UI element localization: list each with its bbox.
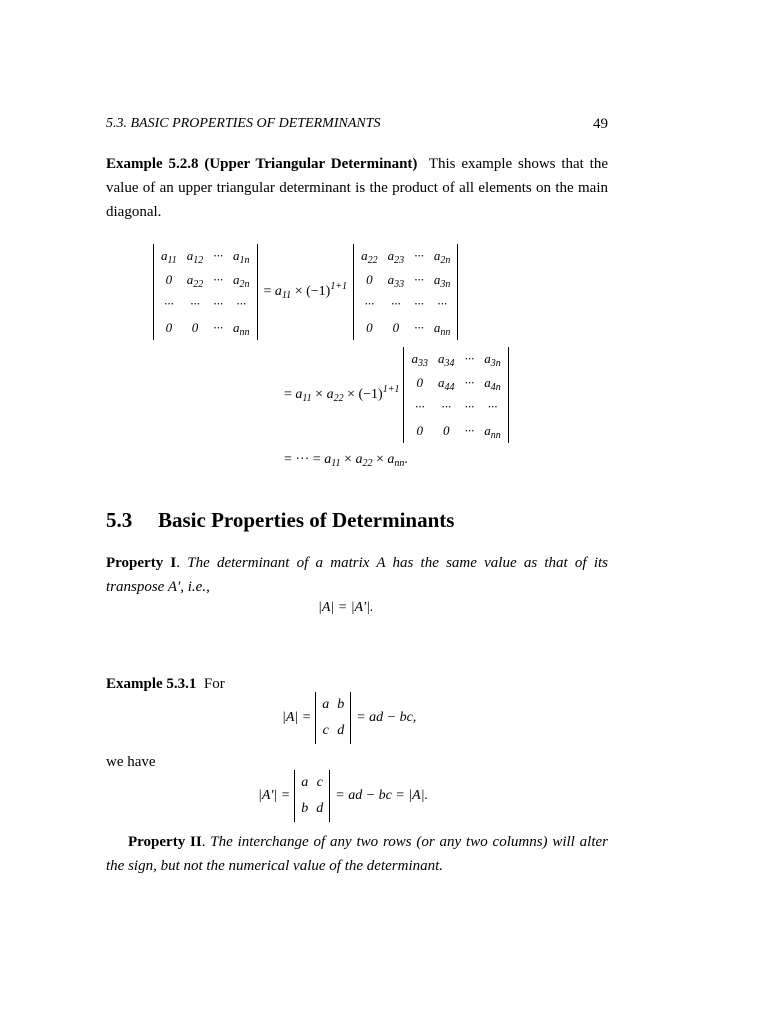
- matrix-cell: $a_{22}$: [186, 272, 204, 290]
- determinant-n: [153, 244, 258, 340]
- matrix-cell: ···: [164, 296, 174, 311]
- expansion-factor-2: = $a_{11} \times a_{22} \times (-1)^{1+1}$: [284, 384, 400, 404]
- property-1-label: Property I: [106, 555, 177, 571]
- matrix-cell: c: [322, 723, 329, 738]
- matrix-cell: $a_{34}$: [437, 351, 455, 369]
- matrix-cell: $a_{23}$: [387, 248, 405, 266]
- matrix-cell: ···: [414, 399, 425, 414]
- matrix-cell: ···: [364, 296, 375, 311]
- matrix-cell: 0: [366, 320, 373, 335]
- property-1-equation: [318, 600, 374, 616]
- matrix-cell: 0: [165, 320, 173, 335]
- expansion-factor-1: = $a_{11} \times (-1)^{1+1}$: [263, 281, 348, 301]
- we-have-text: we have: [106, 754, 156, 770]
- matrix-cell: $a_{nn}$: [484, 423, 501, 441]
- matrix-cell: ···: [464, 375, 475, 390]
- matrix-cell: ···: [414, 248, 424, 263]
- property-2-label: Property II: [128, 834, 202, 850]
- matrix-cell: $a_{22}$: [361, 248, 378, 266]
- matrix-cell: ···: [213, 272, 224, 287]
- matrix-cell: $a_{2n}$: [433, 248, 451, 266]
- example-5-3-1-for: For: [203, 676, 225, 692]
- matrix-cell: ···: [437, 296, 447, 311]
- determinant-n-minus-2: [403, 347, 508, 443]
- matrix-cell: 0: [191, 320, 199, 335]
- example-5-2-8-text: This example shows that the value of an upper triangular determinant is the product of all elements on the main diagonal.: [106, 156, 609, 220]
- matrix-cell: ···: [190, 296, 200, 311]
- property-1-text: The determinant of a matrix A has the same value as that of its transpose A′, i.e.,: [106, 555, 608, 595]
- running-head: [106, 116, 608, 132]
- matrix-cell: $a_{33}$: [387, 272, 405, 290]
- example-5-2-8: [106, 152, 608, 224]
- matrix-cell: a: [301, 775, 309, 790]
- matrix-cell: d: [337, 723, 345, 738]
- matrix-cell: ···: [414, 272, 424, 287]
- det-a-lhs: |A| =: [282, 710, 312, 725]
- equation-upper-triangular-1: [153, 244, 458, 340]
- matrix-cell: d: [316, 801, 324, 816]
- det-a-transpose-rhs: = ad − bc = |A|.: [335, 788, 429, 803]
- determinant-2x2: [315, 692, 351, 744]
- section-title: Basic Properties of Determinants: [158, 508, 455, 532]
- property-2-text: The interchange of any two rows (or any two columns) will alter the sign, but not the numerical value of the determinant.: [106, 834, 608, 874]
- matrix-cell: $a_{nn}$: [433, 320, 451, 338]
- matrix-cell: ···: [213, 320, 224, 335]
- matrix-cell: $a_{3n}$: [433, 272, 451, 290]
- equation-upper-triangular-2: [284, 347, 509, 443]
- matrix-cell: ···: [464, 351, 475, 366]
- example-5-2-8-label: Example 5.2.8 (Upper Triangular Determinant): [106, 156, 418, 172]
- matrix-cell: c: [316, 775, 323, 790]
- matrix-cell: $a_{1n}$: [233, 248, 250, 266]
- matrix-cell: $a_{33}$: [411, 351, 428, 369]
- matrix-cell: $a_{44}$: [437, 375, 455, 393]
- matrix-cell: ···: [390, 296, 401, 311]
- example-5-3-1-label: Example 5.3.1: [106, 676, 197, 692]
- matrix-cell: $a_{2n}$: [233, 272, 250, 290]
- example-5-3-1-equation: [282, 692, 416, 744]
- matrix-cell: ···: [213, 248, 224, 263]
- matrix-cell: 0: [366, 272, 373, 287]
- property-2: Property II. The interchange of any two rows (or any two columns) will alter the sign, but not the numerical value of the determinant.: [106, 834, 608, 874]
- matrix-cell: $a_{4n}$: [484, 375, 501, 393]
- determinant-n-minus-1: [353, 244, 458, 340]
- matrix-cell: ···: [236, 296, 247, 311]
- property-1-formula: |A| = |A′|.: [318, 600, 374, 615]
- matrix-cell: 0: [165, 272, 173, 287]
- matrix-cell: 0: [392, 320, 400, 335]
- matrix-cell: ···: [464, 399, 475, 414]
- matrix-cell: ···: [414, 296, 424, 311]
- section-heading: [106, 508, 454, 533]
- matrix-cell: $a_{nn}$: [233, 320, 250, 338]
- matrix-cell: 0: [442, 423, 450, 438]
- matrix-cell: ···: [414, 320, 424, 335]
- matrix-cell: ···: [464, 423, 475, 438]
- product-of-diagonal: = ··· = $a_{11} \times a_{22} \times a_{nn}$.: [284, 452, 408, 469]
- matrix-cell: a: [322, 697, 330, 712]
- matrix-cell: b: [337, 697, 345, 712]
- matrix-cell: ···: [441, 399, 452, 414]
- property-1: Property I. The determinant of a matrix A has the same value as that of its transpose A′, i.e.,: [106, 555, 608, 595]
- matrix-cell: ···: [487, 399, 498, 414]
- page-number: 49: [593, 116, 608, 132]
- matrix-cell: 0: [416, 375, 423, 390]
- matrix-cell: $a_{3n}$: [484, 351, 501, 369]
- matrix-cell: $a_{12}$: [186, 248, 204, 266]
- transpose-equation: [258, 770, 428, 822]
- det-a-rhs: = ad − bc,: [356, 710, 417, 725]
- matrix-cell: $a_{11}$: [161, 248, 177, 266]
- running-head-section: 5.3. BASIC PROPERTIES OF DETERMINANTS: [106, 116, 381, 131]
- matrix-cell: ···: [213, 296, 224, 311]
- det-a-transpose-lhs: |A′| =: [258, 788, 291, 803]
- determinant-2x2-transpose: [294, 770, 330, 822]
- matrix-cell: b: [301, 801, 309, 816]
- matrix-cell: 0: [416, 423, 423, 438]
- equation-upper-triangular-result: [284, 452, 408, 468]
- section-number: 5.3: [106, 508, 133, 532]
